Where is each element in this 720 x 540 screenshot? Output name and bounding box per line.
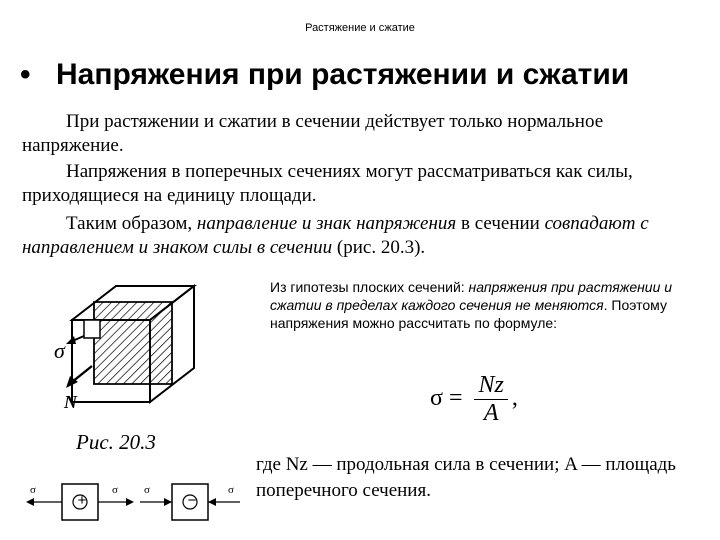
book-paragraph-1 [22, 110, 700, 158]
stress-formula [430, 372, 518, 427]
tension-left-arrowhead [26, 498, 34, 506]
formula-lhs: σ = [430, 385, 463, 412]
book-paragraph-2 [22, 160, 700, 208]
formula-numerator: Nz [474, 372, 507, 400]
heading-text: Напряжения при растяжении и сжатии [56, 58, 630, 91]
formula-explanation: где Nz — продольная сила в сечении; A — площадь поперечного сечения. [256, 454, 676, 501]
plus-sign: + [77, 492, 87, 509]
n-arrow [72, 366, 92, 382]
hypothesis-note [270, 278, 690, 332]
slide-header: Растяжение и сжатие [305, 22, 415, 34]
book-paragraph-2-text: Напряжения в поперечных сечениях могут рассматриваться как силы, приходящиеся на единицу площади. [22, 161, 633, 206]
sigma-label: σ [54, 338, 65, 363]
hypothesis-note-italic: напряжения при растяжении и сжатии в пределах каждого сечения не меняются [270, 279, 673, 313]
book-paragraph-3-end: (рис. 20.3). [332, 237, 426, 258]
tension-right-arrowhead [126, 498, 134, 506]
schematic-sigma-2: σ [112, 484, 118, 496]
sign-schematic [26, 478, 246, 528]
section-element [84, 320, 100, 338]
formula-comma: , [511, 385, 518, 412]
book-paragraph-3-italic: направление и знак напряжения [196, 213, 457, 234]
heading-bullet: • [20, 58, 31, 91]
formula-denominator: A [483, 400, 499, 426]
schematic-sigma-4: σ [228, 484, 234, 496]
hypothesis-note-lead: Из гипотезы плоских сечений: [270, 279, 469, 295]
book-paragraph-3 [22, 212, 700, 260]
schematic-sigma-3: σ [144, 484, 150, 496]
n-label: N [64, 392, 77, 412]
book-paragraph-1-text: При растяжении и сжатии в сечении действует только нормальное напряжение. [22, 111, 604, 156]
minus-sign: − [187, 492, 197, 509]
book-paragraph-3-mid: в сечении [456, 213, 545, 234]
book-paragraph-3-italic-2: совпадают с направлением и знаком силы в сечении [22, 213, 649, 258]
figure-caption: Рис. 20.3 [76, 430, 156, 454]
slide-heading [20, 58, 629, 92]
compression-right-arrowhead [208, 498, 216, 506]
formula-fraction [474, 372, 507, 427]
compression-left-arrowhead [164, 498, 172, 506]
schematic-sigma-1: σ [30, 484, 36, 496]
hypothesis-note-tail: . Поэтому напряжения можно рассчитать по формуле: [270, 297, 667, 331]
book-paragraph-3-start: Таким образом, [66, 213, 197, 234]
section-plane [94, 302, 172, 384]
